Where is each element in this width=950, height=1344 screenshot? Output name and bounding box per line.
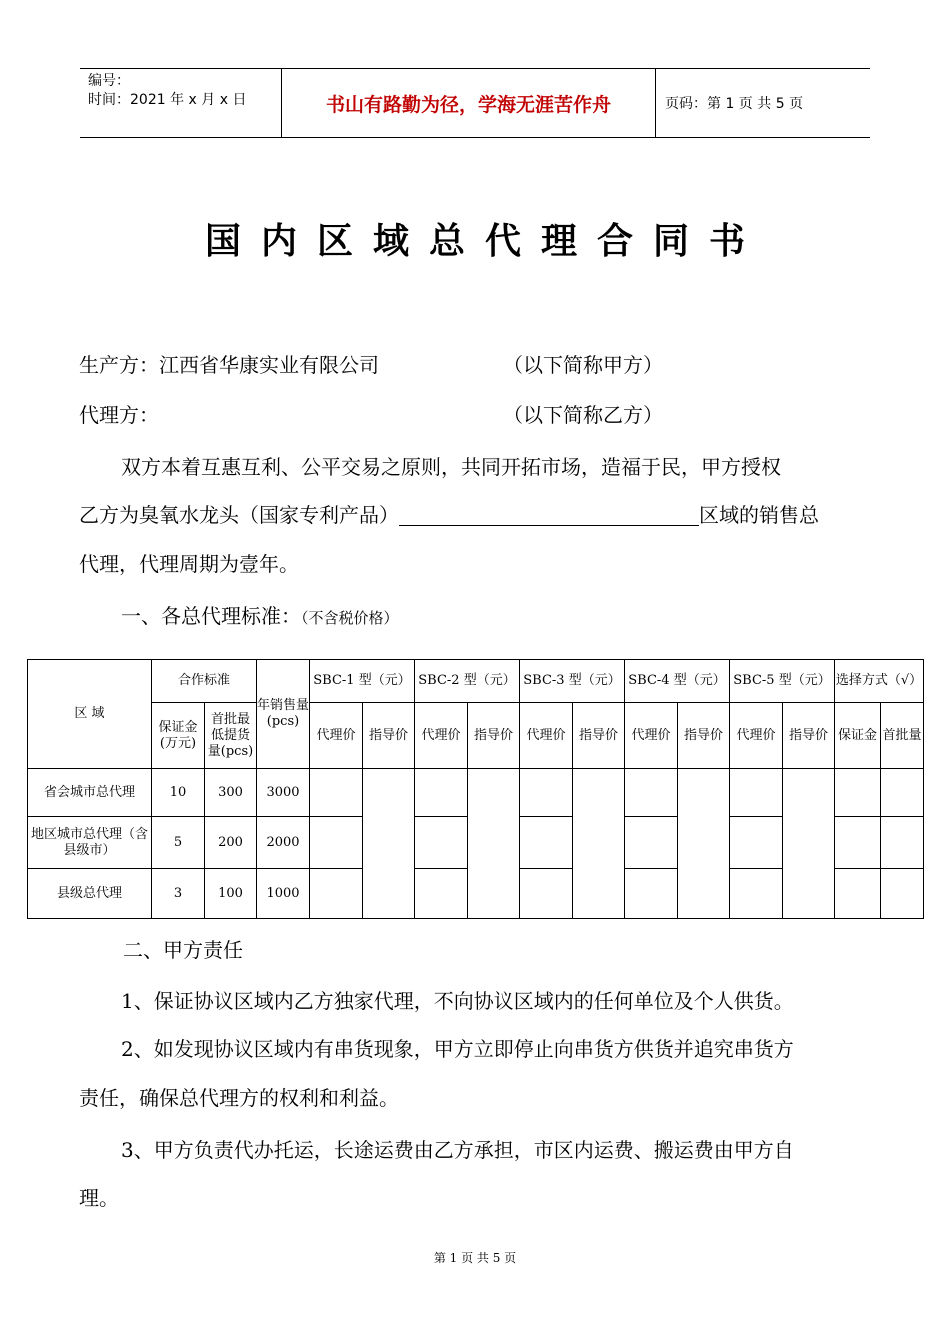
document-title: 国内区域总代理合同书 bbox=[204, 221, 765, 262]
header-meta bbox=[80, 69, 280, 137]
empty-cell bbox=[415, 769, 468, 817]
header-table bbox=[80, 68, 870, 138]
model-4-header: SBC-4 型（元） bbox=[625, 660, 730, 703]
row-annual: 3000 bbox=[257, 769, 310, 817]
row-deposit: 3 bbox=[152, 869, 205, 919]
item-1: 1、保证协议区域内乙方独家代理，不向协议区域内的任何单位及个人供货。 bbox=[121, 989, 794, 1013]
select-header: 选择方式（√） bbox=[835, 660, 924, 703]
row-region: 地区城市总代理（含县级市） bbox=[28, 817, 152, 869]
intro-line-3: 代理，代理周期为壹年。 bbox=[79, 552, 299, 576]
row-region: 省会城市总代理 bbox=[28, 769, 152, 817]
table-row bbox=[28, 769, 924, 817]
section2-title: 二、甲方责任 bbox=[123, 938, 243, 962]
model-2-header: SBC-2 型（元） bbox=[415, 660, 520, 703]
section1-heading bbox=[121, 600, 399, 629]
empty-cell bbox=[520, 817, 573, 869]
empty-cell bbox=[678, 769, 730, 919]
agent-price-header: 代理价 bbox=[625, 703, 678, 769]
row-min: 300 bbox=[205, 769, 257, 817]
agent-abbr: （以下简称乙方） bbox=[503, 403, 663, 427]
empty-cell bbox=[881, 869, 924, 919]
deposit-header: 保证金(万元) bbox=[152, 703, 205, 769]
row-deposit: 10 bbox=[152, 769, 205, 817]
empty-cell bbox=[520, 769, 573, 817]
empty-cell bbox=[835, 869, 881, 919]
model-3-header: SBC-3 型（元） bbox=[520, 660, 625, 703]
section1-title: 一、各总代理标准： bbox=[121, 604, 301, 628]
intro-line-2 bbox=[79, 499, 819, 528]
row-deposit: 5 bbox=[152, 817, 205, 869]
guide-price-header: 指导价 bbox=[783, 703, 835, 769]
coop-header: 合作标准 bbox=[152, 660, 257, 703]
item-3-line-2: 理。 bbox=[79, 1186, 119, 1210]
min-pickup-header: 首批最低提货量(pcs) bbox=[205, 703, 257, 769]
agent-standards-table bbox=[27, 659, 924, 919]
section1-note: （不含税价格） bbox=[301, 609, 399, 627]
guide-price-header: 指导价 bbox=[363, 703, 415, 769]
empty-cell bbox=[573, 769, 625, 919]
empty-cell bbox=[468, 769, 520, 919]
empty-cell bbox=[730, 817, 783, 869]
agent-price-header: 代理价 bbox=[730, 703, 783, 769]
agent-price-header: 代理价 bbox=[310, 703, 363, 769]
guide-price-header: 指导价 bbox=[468, 703, 520, 769]
model-1-header: SBC-1 型（元） bbox=[310, 660, 415, 703]
empty-cell bbox=[783, 769, 835, 919]
number-label: 编号： bbox=[88, 73, 130, 89]
agent-price-header: 代理价 bbox=[415, 703, 468, 769]
row-annual: 1000 bbox=[257, 869, 310, 919]
select-deposit-header: 保证金 bbox=[835, 703, 881, 769]
row-min: 200 bbox=[205, 817, 257, 869]
select-first-header: 首批量 bbox=[881, 703, 924, 769]
row-min: 100 bbox=[205, 869, 257, 919]
empty-cell bbox=[730, 769, 783, 817]
empty-cell bbox=[881, 817, 924, 869]
empty-cell bbox=[415, 869, 468, 919]
header-page-info: 页码：第 1 页 共 5 页 bbox=[665, 96, 804, 112]
empty-cell bbox=[310, 769, 363, 817]
intro-line-1: 双方本着互惠互利、公平交易之原则，共同开拓市场，造福于民，甲方授权 bbox=[121, 455, 781, 479]
empty-cell bbox=[310, 869, 363, 919]
header-motto: 书山有路勤为径，学海无涯苦作舟 bbox=[281, 69, 656, 137]
row-region: 县级总代理 bbox=[28, 869, 152, 919]
empty-cell bbox=[625, 817, 678, 869]
guide-price-header: 指导价 bbox=[678, 703, 730, 769]
page-footer: 第 1 页 共 5 页 bbox=[433, 1251, 517, 1265]
empty-cell bbox=[835, 817, 881, 869]
empty-cell bbox=[835, 769, 881, 817]
intro-line-2a: 乙方为臭氧水龙头（国家专利产品） bbox=[79, 503, 399, 527]
empty-cell bbox=[520, 869, 573, 919]
empty-cell bbox=[310, 817, 363, 869]
agent-line: 代理方： bbox=[79, 403, 159, 427]
region-header: 区 域 bbox=[28, 660, 152, 769]
empty-cell bbox=[625, 769, 678, 817]
item-3-line-1: 3、甲方负责代办托运，长途运费由乙方承担，市区内运费、搬运费由甲方自 bbox=[121, 1138, 794, 1162]
guide-price-header: 指导价 bbox=[573, 703, 625, 769]
empty-cell bbox=[363, 769, 415, 919]
item-2-line-2: 责任，确保总代理方的权利和利益。 bbox=[79, 1086, 399, 1110]
intro-line-2b: 区域的销售总 bbox=[699, 503, 819, 527]
region-blank bbox=[399, 503, 699, 526]
row-annual: 2000 bbox=[257, 817, 310, 869]
empty-cell bbox=[415, 817, 468, 869]
producer-line: 生产方：江西省华康实业有限公司 bbox=[79, 353, 379, 377]
empty-cell bbox=[730, 869, 783, 919]
empty-cell bbox=[625, 869, 678, 919]
model-5-header: SBC-5 型（元） bbox=[730, 660, 835, 703]
agent-price-header: 代理价 bbox=[520, 703, 573, 769]
empty-cell bbox=[881, 769, 924, 817]
annual-sales-header: 年销售量(pcs) bbox=[257, 660, 310, 769]
producer-abbr: （以下简称甲方） bbox=[503, 353, 663, 377]
item-2-line-1: 2、如发现协议区域内有串货现象，甲方立即停止向串货方供货并追究串货方 bbox=[121, 1037, 794, 1061]
time-label: 时间：2021 年 x 月 x 日 bbox=[88, 92, 247, 108]
